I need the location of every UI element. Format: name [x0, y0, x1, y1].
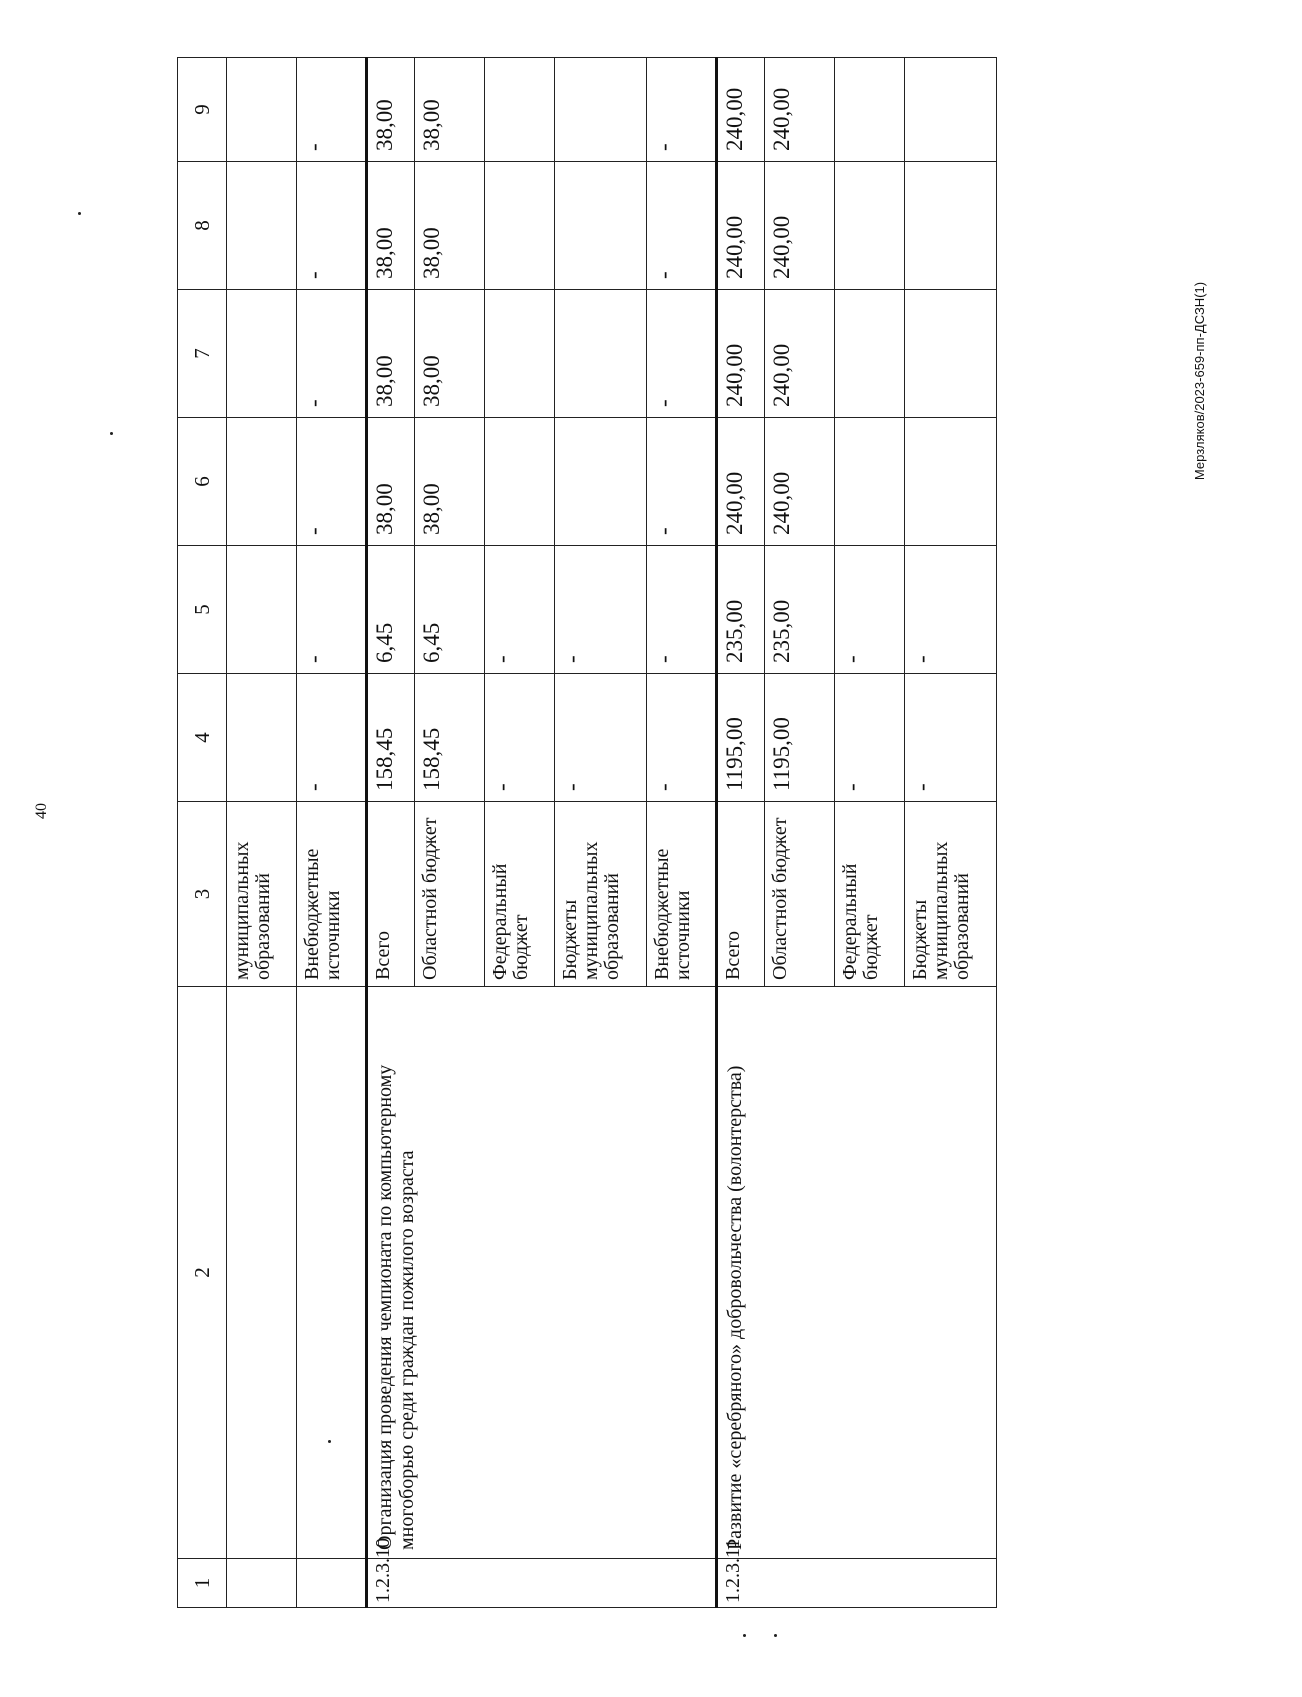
value-cell: - [647, 546, 717, 674]
value-cell [555, 290, 647, 418]
value-cell [555, 418, 647, 546]
value-cell [555, 58, 647, 162]
item-code: 1.2.3.10 [367, 1559, 717, 1608]
table-row [367, 58, 415, 1608]
code-cell [297, 1559, 367, 1608]
source-cell: муниципальных образований [227, 802, 297, 987]
value-cell: 240,00 [717, 418, 765, 546]
header-row [178, 58, 227, 1608]
value-cell [485, 162, 555, 290]
value-cell: 240,00 [717, 58, 765, 162]
value-cell [905, 162, 997, 290]
value-cell [227, 162, 297, 290]
value-cell: - [485, 674, 555, 802]
value-cell: - [905, 546, 997, 674]
value-cell: 38,00 [415, 418, 485, 546]
header-cell: 6 [178, 418, 227, 546]
value-cell: - [297, 58, 367, 162]
value-cell: 158,45 [415, 674, 485, 802]
header-cell: 1 [178, 1559, 227, 1608]
value-cell [905, 290, 997, 418]
value-cell [835, 418, 905, 546]
header-cell: 8 [178, 162, 227, 290]
source-cell: Федеральный бюджет [485, 802, 555, 987]
value-cell: - [905, 674, 997, 802]
value-cell [227, 418, 297, 546]
value-cell: - [647, 58, 717, 162]
value-cell [227, 290, 297, 418]
value-cell: - [835, 546, 905, 674]
value-cell: 235,00 [765, 546, 835, 674]
source-cell: Областной бюджет [415, 802, 485, 987]
source-cell: Внебюджетные источники [647, 802, 717, 987]
scan-speck [774, 1634, 777, 1637]
value-cell: 240,00 [717, 162, 765, 290]
value-cell [227, 674, 297, 802]
value-cell [835, 58, 905, 162]
value-cell: - [647, 674, 717, 802]
value-cell: - [647, 162, 717, 290]
value-cell [905, 418, 997, 546]
name-cell [297, 987, 367, 1559]
value-cell [227, 546, 297, 674]
header-cell: 2 [178, 987, 227, 1559]
header-cell: 5 [178, 546, 227, 674]
name-cell [227, 987, 297, 1559]
header-cell: 4 [178, 674, 227, 802]
page-number: 40 [33, 803, 50, 819]
value-cell: - [297, 546, 367, 674]
value-cell: 38,00 [415, 290, 485, 418]
header-cell: 7 [178, 290, 227, 418]
table-row [227, 58, 297, 1608]
value-cell [485, 58, 555, 162]
source-cell: Бюджеты муниципальных образований [555, 802, 647, 987]
value-cell [227, 58, 297, 162]
value-cell: 235,00 [717, 546, 765, 674]
value-cell: 240,00 [765, 58, 835, 162]
budget-table [177, 57, 997, 1608]
value-cell: 38,00 [367, 162, 415, 290]
source-cell: Областной бюджет [765, 802, 835, 987]
source-cell: Всего [717, 802, 765, 987]
value-cell: 38,00 [415, 162, 485, 290]
scan-speck [743, 1634, 746, 1637]
value-cell [485, 418, 555, 546]
value-cell: 38,00 [367, 290, 415, 418]
item-name: Организация проведения чемпионата по компьютерному многоборью среди граждан пожилого возраста [367, 987, 717, 1559]
scan-speck [110, 432, 113, 435]
rotated-table-area [177, 58, 1302, 1608]
budget-table-body [178, 58, 997, 1608]
value-cell: - [647, 418, 717, 546]
value-cell [835, 162, 905, 290]
value-cell: 240,00 [765, 162, 835, 290]
header-cell: 9 [178, 58, 227, 162]
header-cell: 3 [178, 802, 227, 987]
source-cell: Внебюджетные источники [297, 802, 367, 987]
value-cell: - [647, 290, 717, 418]
value-cell: - [485, 546, 555, 674]
code-cell [227, 1559, 297, 1608]
value-cell: 38,00 [415, 58, 485, 162]
value-cell: - [297, 290, 367, 418]
table-container [177, 58, 1302, 1608]
value-cell [905, 58, 997, 162]
value-cell: 158,45 [367, 674, 415, 802]
value-cell: - [297, 418, 367, 546]
table-row [717, 58, 765, 1608]
value-cell: 240,00 [765, 290, 835, 418]
value-cell: - [555, 674, 647, 802]
value-cell: 1195,00 [765, 674, 835, 802]
table-row [297, 58, 367, 1608]
document-reference: Мерзляков/2023-659-пп-ДСЗН(1) [1192, 281, 1207, 481]
item-name: Развитие «серебряного» добровольчества (волонтерства) [717, 987, 997, 1559]
value-cell: 6,45 [415, 546, 485, 674]
scan-speck [78, 212, 81, 215]
value-cell: - [555, 546, 647, 674]
source-cell: Всего [367, 802, 415, 987]
value-cell: 240,00 [717, 290, 765, 418]
value-cell: - [835, 674, 905, 802]
value-cell: 6,45 [367, 546, 415, 674]
value-cell: 38,00 [367, 58, 415, 162]
value-cell: 38,00 [367, 418, 415, 546]
source-cell: Федеральный бюджет [835, 802, 905, 987]
value-cell: - [297, 674, 367, 802]
value-cell: 240,00 [765, 418, 835, 546]
value-cell [835, 290, 905, 418]
value-cell [485, 290, 555, 418]
value-cell [555, 162, 647, 290]
value-cell: 1195,00 [717, 674, 765, 802]
item-code: 1.2.3.11 [717, 1559, 997, 1608]
value-cell: - [297, 162, 367, 290]
source-cell: Бюджеты муниципальных образований [905, 802, 997, 987]
